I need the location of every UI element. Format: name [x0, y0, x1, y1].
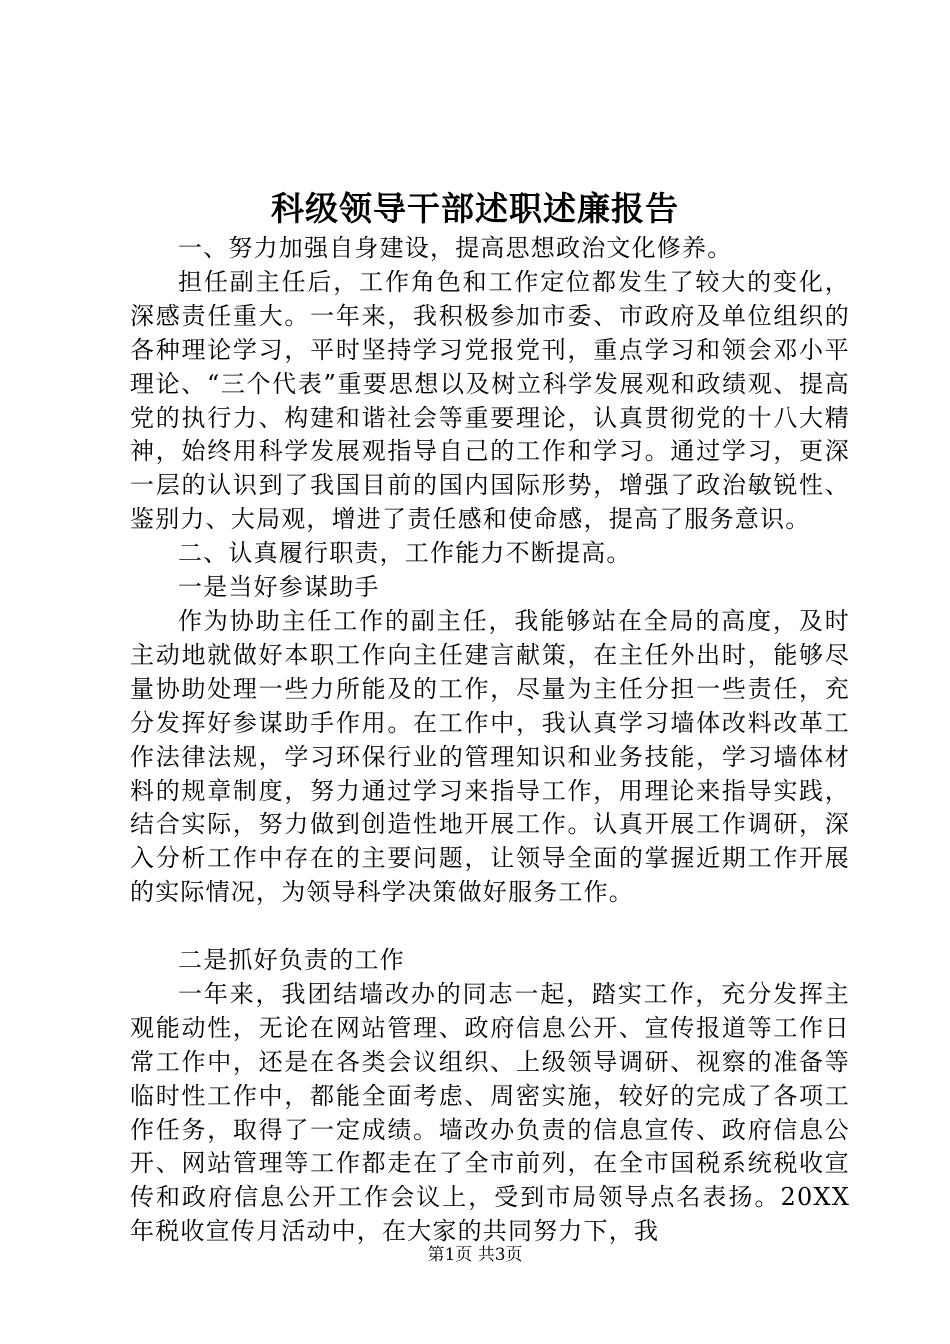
section-heading-2: 二、认真履行职责，工作能力不断提高。: [178, 539, 632, 568]
paragraph: 作为协助主任工作的副主任，我能够站在全局的高度，及时主动地就做好本职工作向主任建言献策，在主任外出时，能够尽量协助处理一些力所能及的工作，尽量为主任分担一些责任，充分发挥好参谋助手作用。在工作中，我认真学习墙体改料改革工作法律法规，学习环保行业的管理知识和业务技能，学习墙体材料的规章制度，努力通过学习来指导工作，用理论来指导实践，结合实际，努力做到创造性地开展工作。认真开展工作调研，深入分析工作中存在的主要问题，让领导全面的掌握近期工作开展的实际情况，为领导科学决策做好服务工作。: [130, 606, 850, 907]
subsection-heading-2: 二是抓好负责的工作: [178, 946, 405, 975]
paragraph: 担任副主任后，工作角色和工作定位都发生了较大的变化，深感责任重大。一年来，我积极参加市委、市政府及单位组织的各种理论学习，平时坚持学习党报党刊，重点学习和领会邓小平理论、“三个代表”重要思想以及树立科学发展观和政绩观、提高党的执行力、构建和谐社会等重要理论，认真贯彻党的十八大精神，始终用科学发展观指导自己的工作和学习。通过学习，更深一层的认识到了我国目前的国内国际形势，增强了政治敏锐性、鉴别力、大局观，增进了责任感和使命感，提高了服务意识。: [130, 267, 850, 534]
paragraph: 一年来，我团结墙改办的同志一起，踏实工作，充分发挥主观能动性，无论在网站管理、政府信息公开、宣传报道等工作日常工作中，还是在各类会议组织、上级领导调研、视察的准备等临时性工作中，都能全面考虑、周密实施，较好的完成了各项工作任务，取得了一定成绩。墙改办负责的信息宣传、政府信息公开、网站管理等工作都走在了全市前列，在全市国税系统税收宣传和政府信息公开工作会议上，受到市局领导点名表扬。20XX年税收宣传月活动中，在大家的共同努力下，我: [130, 979, 850, 1246]
page-number: 第1页 共3页: [427, 1245, 523, 1265]
subsection-heading-1: 一是当好参谋助手: [178, 573, 380, 602]
document-title: 科级领导干部述职述廉报告: [271, 189, 679, 228]
section-heading-1: 一、努力加强自身建设，提高思想政治文化修养。: [178, 234, 733, 262]
document-body: [130, 232, 850, 1249]
blank-line: [130, 910, 850, 944]
